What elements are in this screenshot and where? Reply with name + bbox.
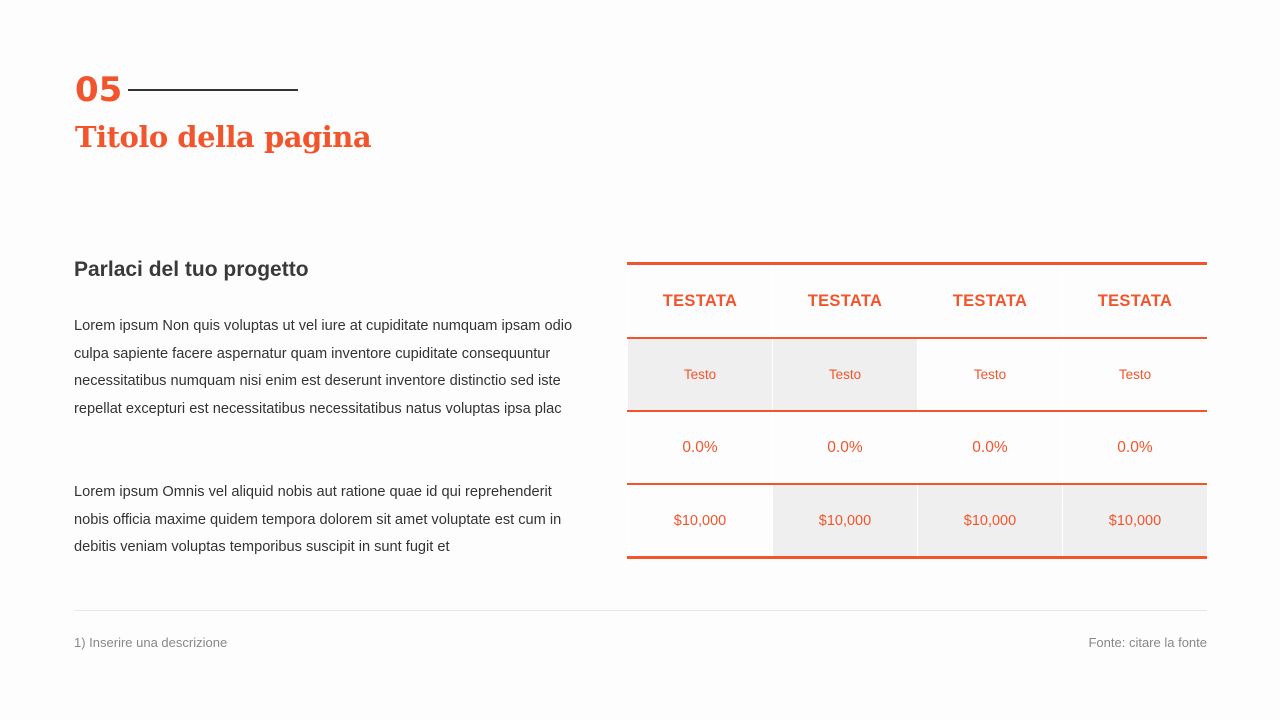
table-cell: Testo — [1062, 338, 1207, 411]
section-divider-line — [128, 89, 298, 91]
section-number: 05 — [75, 70, 123, 110]
table-header-cell: TESTATA — [917, 264, 1062, 339]
table-cell: $10,000 — [1062, 484, 1207, 558]
footnote: 1) Inserire una descrizione — [74, 635, 228, 650]
source-note: Fonte: citare la fonte — [1088, 635, 1207, 650]
table-cell: 0.0% — [628, 411, 773, 484]
table-cell: Testo — [772, 338, 917, 411]
table-cell: Testo — [628, 338, 773, 411]
table-header-row — [628, 264, 1208, 339]
table-header-cell: TESTATA — [1062, 264, 1207, 339]
page-title: Titolo della pagina — [75, 120, 372, 154]
table-row — [628, 338, 1208, 411]
table-cell: $10,000 — [772, 484, 917, 558]
table-cell: $10,000 — [628, 484, 773, 558]
table-row — [628, 484, 1208, 558]
table-cell: 0.0% — [1062, 411, 1207, 484]
table-header-cell: TESTATA — [628, 264, 773, 339]
data-table — [627, 262, 1207, 559]
body-paragraph-1: Lorem ipsum Non quis voluptas ut vel iure at cupiditate numquam ipsam odio culpa sapiente facere aspernatur quam inventore cupiditate consequuntur necessitatibus numquam nisi enim est deserunt inventore distinctio sed iste repellat excepturi est necessitatibus necessitatibus natus voluptas ipsa plac — [74, 318, 573, 417]
table-cell: $10,000 — [917, 484, 1062, 558]
body-paragraph-2: Lorem ipsum Omnis vel aliquid nobis aut ratione quae id qui reprehenderit nobis officia maxime quidem tempora dolorem sit amet voluptate est cum in debitis veniam voluptas temporibus suscipit in sunt fugit et — [74, 484, 562, 556]
table-row — [628, 411, 1208, 484]
table-cell: Testo — [917, 338, 1062, 411]
table-cell: 0.0% — [772, 411, 917, 484]
footer-divider — [75, 610, 1207, 611]
table-header-cell: TESTATA — [772, 264, 917, 339]
table-cell: 0.0% — [917, 411, 1062, 484]
section-subtitle: Parlaci del tuo progetto — [74, 258, 309, 281]
